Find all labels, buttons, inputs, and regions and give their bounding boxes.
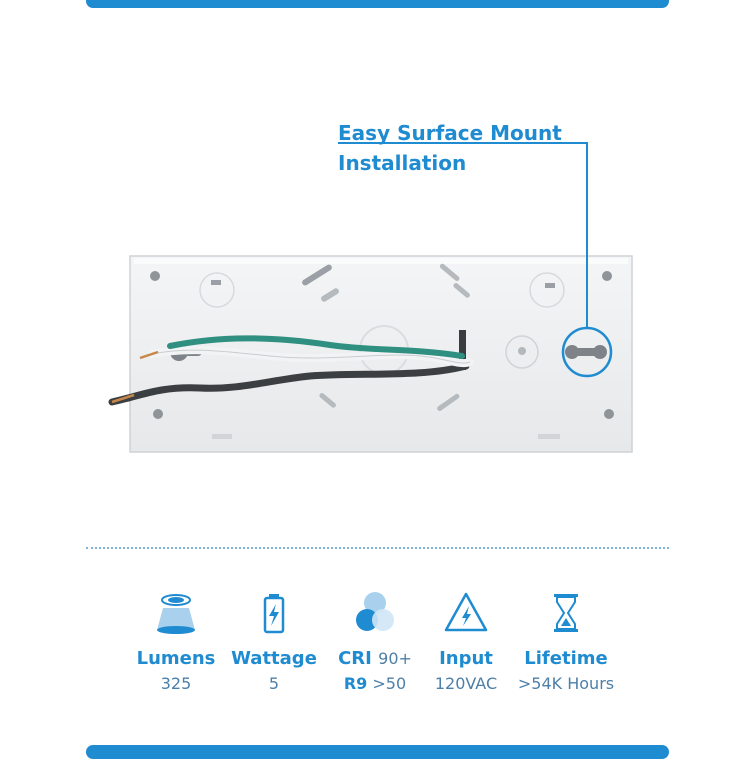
warning-triangle-icon xyxy=(443,590,489,636)
spec-value: 120VAC xyxy=(434,674,498,693)
spec-row xyxy=(0,590,755,710)
spec-label: Lifetime xyxy=(524,648,608,669)
dotted-divider xyxy=(86,547,669,549)
spec-label: Lumens xyxy=(136,648,216,669)
spec-value: 90+ xyxy=(378,649,412,668)
callout-line-2: Installation xyxy=(338,151,467,175)
spec-label-2: R9 xyxy=(343,674,368,693)
spec-value: 325 xyxy=(160,674,192,693)
screw-hole xyxy=(602,271,612,281)
spec-label: Wattage xyxy=(231,648,317,669)
callout-text xyxy=(338,118,562,178)
spec-value-2: >50 xyxy=(372,674,407,693)
color-circles-icon xyxy=(352,590,398,636)
bottom-accent-bar xyxy=(86,745,669,759)
screw-hole xyxy=(150,271,160,281)
callout-line-1: Easy Surface Mount xyxy=(338,121,562,145)
screw-hole xyxy=(153,409,163,419)
lamp-icon xyxy=(153,590,199,636)
screw-hole xyxy=(604,409,614,419)
spec-label: Input xyxy=(439,648,493,669)
spec-label: CRI xyxy=(338,648,372,669)
spec-value: >54K Hours xyxy=(517,674,615,693)
battery-icon xyxy=(251,590,297,636)
spec-value: 5 xyxy=(268,674,280,693)
hourglass-icon xyxy=(543,590,589,636)
